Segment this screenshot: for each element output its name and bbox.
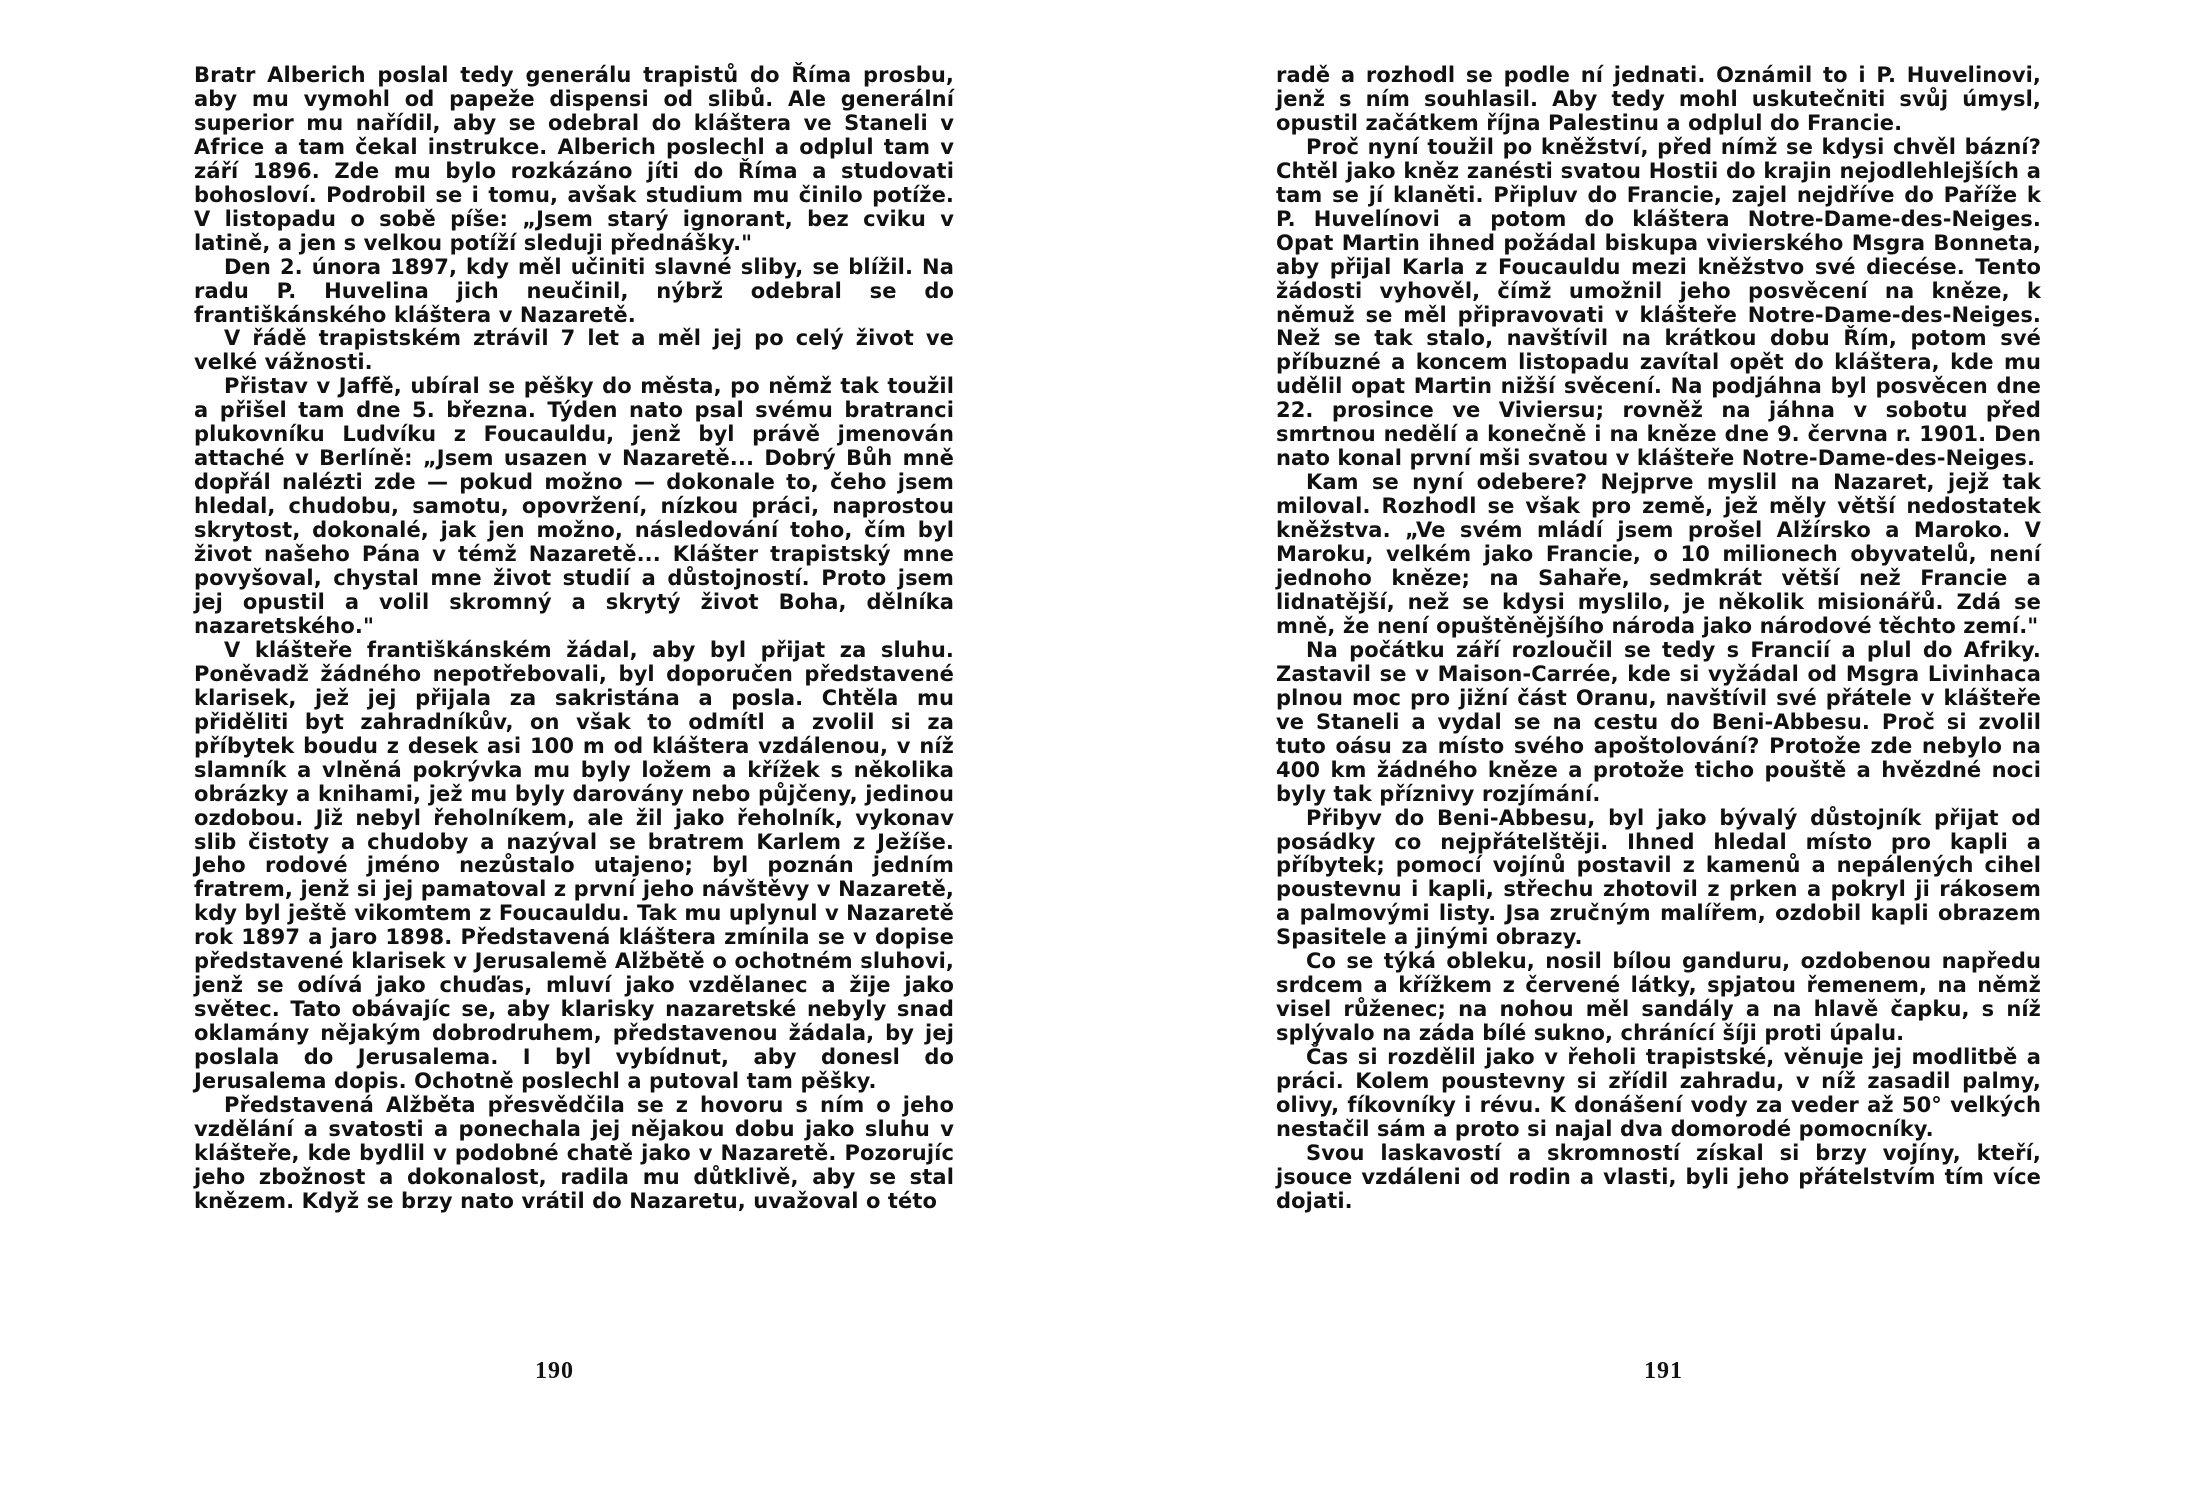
paragraph: Kam se nyní odebere? Nejprve myslil na Nazaret, jejž tak miloval. Rozhodl se však pro země, jež měly větší nedostatek kněžstva. „Ve svém mládí jsem prošel Alžírsko a Maroko. V Maroku, velkém jako Francie, o 10 milionech obyvatelů, není jednoho kněze; na Sahaře, sedmkrát větší než Francie a lidnatější, než se kdysi myslilo, je několik misionářů. Zdá se mně, že není opuštěnějšího národa jako národové těchto zemí." <box>1276 470 2041 638</box>
paragraph: Představená Alžběta přesvědčila se z hovoru s ním o jeho vzdělání a svatosti a ponechala jej nějakou dobu jako sluhu v klášteře, kde bydlil v podobné chatě jako v Nazaretě. Pozorujíc jeho zbožnost a dokonalost, radila mu důtklivě, aby se stal knězem. Když se brzy nato vrátil do Nazaretu, uvažoval o této <box>194 1092 954 1213</box>
left-page-text-column <box>194 64 954 1214</box>
paragraph: V řádě trapistském ztrávil 7 let a měl jej po celý život ve velké vážnosti. <box>194 326 954 375</box>
paragraph: Co se týká obleku, nosil bílou ganduru, ozdobenou napředu srdcem a křížkem z červené látky, spjatou řemenem, na němž visel růženec; na nohou měl sandály a na hlavě čapku, s níž splývalo na záda bílé sukno, chránící šíji proti úpalu. <box>1276 949 2041 1046</box>
paragraph: radě a rozhodl se podle ní jednati. Oznámil to i P. Huvelinovi, jenž s ním souhlasil. Aby tedy mohl uskutečniti svůj úmysl, opustil začátkem října Palestinu a odplul do Francie. <box>1276 63 2041 135</box>
paragraph: Bratr Alberich poslal tedy generálu trapistů do Říma prosbu, aby mu vymohl od papeže dispensi od slibů. Ale generální superior mu nařídil, aby se odebral do kláštera ve Staneli v Africe a tam čekal instrukce. Alberich poslechl a odplul tam v září 1896. Zde mu bylo rozkázáno jíti do Říma a studovati bohosloví. Podrobil se i tomu, avšak studium mu činilo potíže. V listopadu o sobě píše: „Jsem starý ignorant, bez cviku v latině, a jen s velkou potíží sleduji přednášky." <box>194 63 954 255</box>
paragraph: Přistav v Jaffě, ubíral se pěšky do města, po němž tak toužil a přišel tam dne 5. března. Týden nato psal svému bratranci plukovníku Ludvíku z Foucauldu, jenž byl právě jmenován attaché v Berlíně: „Jsem usazen v Nazaretě... Dobrý Bůh mně dopřál nalézti zde — pokud možno — dokonale to, čeho jsem hledal, chudobu, samotu, opovržení, nízkou práci, naprostou skrytost, dokonalé, jak jen možno, následování toho, čím byl život našeho Pána v témž Nazaretě... Klášter trapistský mne povyšoval, chystal mne život studií a důstojností. Proto jsem jej opustil a volil skromný a skrytý život Boha, dělníka nazaretského." <box>194 374 954 638</box>
paragraph: Proč nyní toužil po kněžství, před nímž se kdysi chvěl bázní? Chtěl jako kněz zanésti svatou Hostii do krajin nejodlehlejších a tam se jí klaněti. Připluv do Francie, zajel nejdříve do Paříže k P. Huvelínovi a potom do kláštera Notre-Dame-des-Neiges. Opat Martin ihned požádal biskupa vivierského Msgra Bonneta, aby přijal Karla z Foucauldu mezi kněžstvo své diecése. Tento žádosti vyhověl, čímž umožnil jeho posvěcení na kněze, k němuž se měl připravovati v klášteře Notre-Dame-des-Neiges. Než se tak stalo, navštívil na krátkou dobu Řím, potom své příbuzné a koncem listopadu zavítal opět do kláštera, kde mu udělil opat Martin nižší svěcení. Na podjáhna byl posvěcen dne 22. prosince ve Viviersu; rovněž na jáhna v sobotu před smrtnou nedělí a konečně i na kněze dne 9. června r. 1901. Den nato konal první mši svatou v klášteře Notre-Dame-des-Neiges. <box>1276 134 2041 471</box>
page-number: 191 <box>1644 1358 1683 1384</box>
paragraph: Svou laskavostí a skromností získal si brzy vojíny, kteří, jsouce vzdáleni od rodin a vlasti, byli jeho přátelstvím tím více dojati. <box>1276 1140 2041 1213</box>
paragraph: Na počátku září rozloučil se tedy s Francií a plul do Afriky. Zastavil se v Maison-Carrée, kde si vyžádal od Msgra Livinhaca plnou moc pro jižní část Oranu, navštívil své přátele v klášteře ve Staneli a vydal se na cestu do Beni-Abbesu. Proč si zvolil tuto oásu za místo svého apoštolování? Protože zde nebylo na 400 km žádného kněze a protože ticho pouště a hvězdné noci byly tak příznivy rozjímání. <box>1276 637 2041 806</box>
right-page-text-column <box>1276 64 2041 1214</box>
right-page <box>1106 0 2212 1500</box>
paragraph: Čas si rozdělil jako v řeholi trapistské, věnuje jej modlitbě a práci. Kolem poustevny si zřídil zahradu, v níž zasadil palmy, olivy, fíkovníky i révu. K donášení vody za veder až 50° velkých nestačil sám a proto si najal dva domorodé pomocníky. <box>1276 1045 2041 1141</box>
paragraph: V klášteře františkánském žádal, aby byl přijat za sluhu. Poněvadž žádného nepotřebovali, byl doporučen představené klarisek, jež jej přijala za sakristána a posla. Chtěla mu přiděliti byt zahradníkův, on však to odmítl a zvolil si za příbytek boudu z desek asi 100 m od kláštera vzdálenou, v níž slamník a vlněná pokrývka mu byly ložem a křížek s několika obrázky a knihami, jež mu byly darovány nebo půjčeny, jedinou ozdobou. Již nebyl řeholníkem, ale žil jako řeholník, vykonav slib čistoty a chudoby a nazýval se bratrem Karlem z Ježíše. Jeho rodové jméno nezůstalo utajeno; byl poznán jedním fratrem, jenž si jej pamatoval z první jeho návštěvy v Nazaretě, kdy byl ještě vikomtem z Foucauldu. Tak mu uplynul v Nazaretě rok 1897 a jaro 1898. Představená kláštera zmínila se v dopise představené klarisek v Jerusalemě Alžbětě o ochotném sluhovi, jenž se odívá jako chuďas, mluví jako vzdělanec a žije jako světec. Tato obávajíc se, aby klarisky nazaretské nebyly snad oklamány nějakým dobrodruhem, představenou žádala, by jej poslala do Jerusalema. I byl vybídnut, aby donesl do Jerusalema dopis. Ochotně poslechl a putoval tam pěšky. <box>194 637 954 1094</box>
page-number: 190 <box>535 1358 574 1384</box>
paragraph: Přibyv do Beni-Abbesu, byl jako bývalý důstojník přijat od posádky co nejpřátelštěji. Ihned hledal místo pro kapli a příbytek; pomocí vojínů postavil z kamenů a nepálených cihel poustevnu i kapli, střechu zhotovil z prken a pokryl ji rákosem a palmovými listy. Jsa zručným malířem, ozdobil kapli obrazem Spasitele a jinými obrazy. <box>1276 805 2041 950</box>
paragraph: Den 2. února 1897, kdy měl učiniti slavné sliby, se blížil. Na radu P. Huvelina jich neučinil, nýbrž odebral se do františkánského kláštera v Nazaretě. <box>194 254 954 327</box>
